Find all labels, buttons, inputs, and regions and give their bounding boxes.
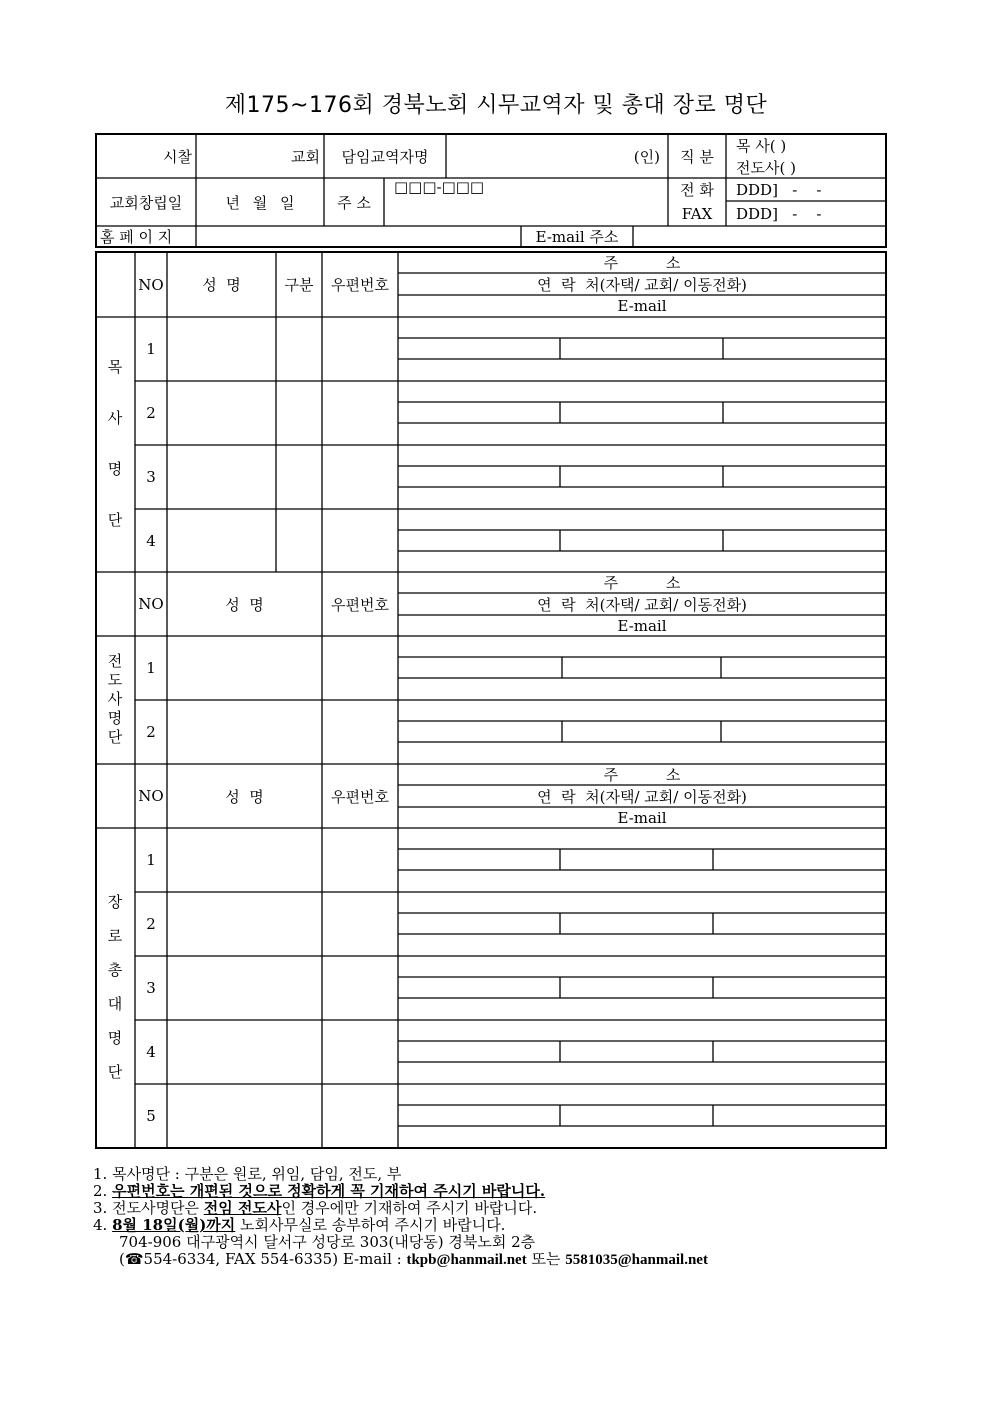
- seal-label: (인): [633, 147, 660, 166]
- church-label: 교회: [291, 147, 320, 166]
- row-number: 1: [146, 340, 156, 358]
- col-header-email: E-mail: [617, 296, 667, 315]
- col-header-postal: 우편번호: [331, 595, 389, 614]
- row-number: 2: [146, 723, 156, 741]
- row-number: 4: [146, 1043, 156, 1061]
- office-address: 704-906 대구광역시 달서구 성당로 303(내당동) 경북노회 2층: [119, 1233, 536, 1251]
- evangelist-section-label: 전 도 사 명 단: [107, 652, 123, 746]
- col-header-name: 성 명: [225, 787, 264, 806]
- col-header-address: 주 소: [603, 254, 681, 272]
- note-1: 1. 목사명단 : 구분은 원로, 위임, 담임, 전도, 부: [93, 1165, 402, 1183]
- row-number: 5: [146, 1107, 156, 1125]
- moksa-option: 목 사( ): [736, 136, 787, 155]
- jeondosa-option: 전도사( ): [736, 158, 796, 177]
- col-header-contact: 연 락 처(자택/ 교회/ 이동전화): [537, 595, 747, 614]
- sichal-label: 시찰: [163, 147, 192, 166]
- fax-label: FAX: [681, 205, 713, 223]
- position-label: 직 분: [680, 147, 714, 166]
- col-header-postal: 우편번호: [331, 787, 389, 806]
- pastor-section-label: 목 사 명 단: [107, 358, 123, 529]
- col-header-postal: 우편번호: [331, 276, 389, 294]
- phone-field[interactable]: DDD] - -: [736, 180, 822, 199]
- col-header-name: 성 명: [225, 595, 264, 614]
- col-header-contact: 연 락 처(자택/ 교회/ 이동전화): [537, 275, 747, 294]
- row-number: 3: [146, 979, 156, 997]
- email-link-2[interactable]: 5581035@hanmail.net: [565, 1252, 708, 1268]
- email-address-label: E-mail 주소: [535, 228, 619, 246]
- col-header-email: E-mail: [617, 616, 667, 635]
- page-title: 제175~176회 경북노회 시무교역자 및 총대 장로 명단: [224, 93, 768, 118]
- founded-label: 교회창립일: [109, 193, 183, 212]
- col-header-name: 성 명: [202, 276, 241, 294]
- col-header-no: NO: [138, 595, 164, 613]
- col-header-no: NO: [138, 787, 164, 805]
- phone-label: 전 화: [680, 181, 714, 199]
- col-header-email: E-mail: [617, 808, 667, 827]
- office-contact: (☎554-6334, FAX 554-6335) E-mail : tkpb@hanmail.net 또는 5581035@hanmail.net: [119, 1250, 708, 1268]
- note-4: 4. 8월 18일(월)까지 노회사무실로 송부하여 주시기 바랍니다.: [93, 1216, 506, 1234]
- note-2: 2. 우편번호는 개편된 것으로 정확하게 꼭 기재하여 주시기 바랍니다.: [93, 1182, 546, 1200]
- row-number: 3: [146, 468, 156, 486]
- email-link-1[interactable]: tkpb@hanmail.net: [406, 1252, 527, 1268]
- col-header-address: 주 소: [603, 766, 681, 784]
- notes: [93, 1166, 708, 1269]
- row-number: 1: [146, 851, 156, 869]
- row-number: 4: [146, 532, 156, 550]
- row-number: 2: [146, 915, 156, 933]
- founded-date-field[interactable]: 년 월 일: [225, 193, 295, 212]
- note-3: 3. 전도사명단은 전임 전도사인 경우에만 기재하여 주시기 바랍니다.: [93, 1199, 538, 1217]
- col-header-address: 주 소: [603, 574, 681, 592]
- pastor-name-label: 담임교역자명: [341, 147, 429, 166]
- address-label: 주 소: [337, 193, 371, 212]
- homepage-label: 홈 페 이 지: [100, 228, 173, 246]
- col-header-category: 구분: [284, 276, 314, 294]
- postal-code-boxes[interactable]: □□□-□□□: [394, 178, 485, 196]
- col-header-no: NO: [138, 275, 164, 294]
- elder-section-label: 장 로 총 대 명 단: [107, 893, 123, 1081]
- col-header-contact: 연 락 처(자택/ 교회/ 이동전화): [537, 787, 747, 806]
- row-number: 2: [146, 404, 156, 422]
- fax-field[interactable]: DDD] - -: [736, 204, 822, 223]
- row-number: 1: [146, 659, 156, 677]
